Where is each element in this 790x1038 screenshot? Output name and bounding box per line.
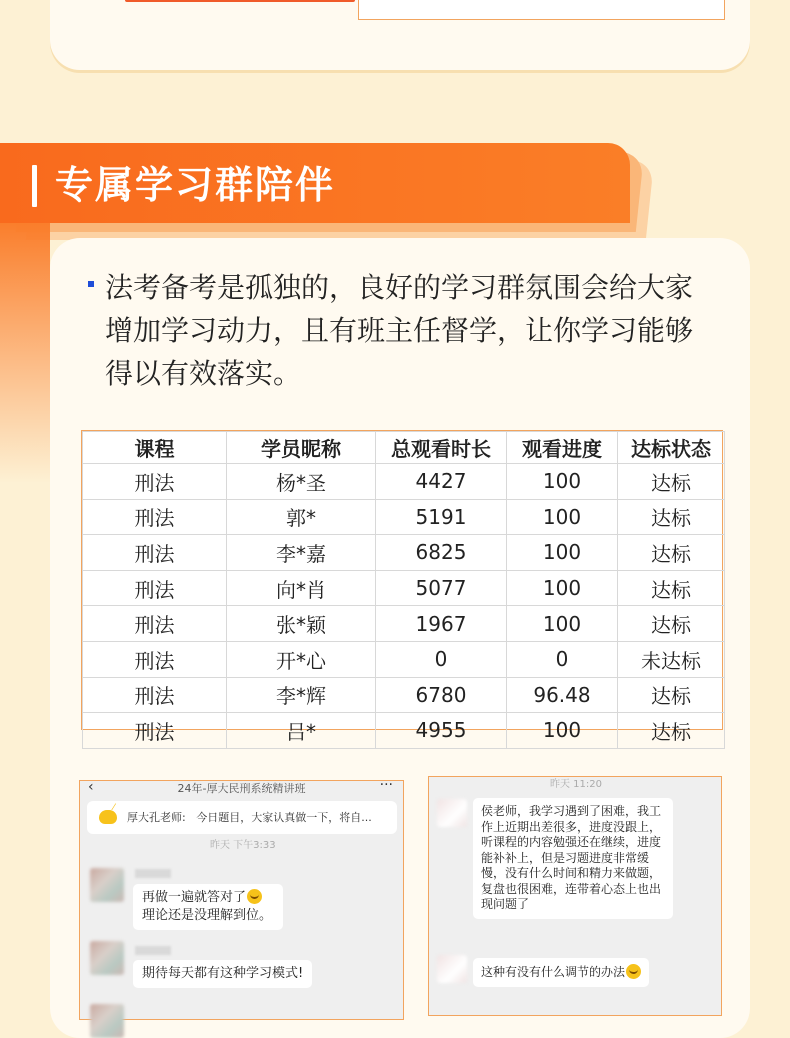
table-cell: 达标: [618, 677, 725, 713]
progress-table: [82, 431, 725, 749]
group-name: 24年-厚大民刑系统精讲班: [177, 782, 306, 795]
table-cell: 刑法: [83, 464, 227, 500]
table-cell: 100: [507, 464, 618, 500]
bullet-icon: [88, 281, 94, 287]
intro-text: 法考备考是孤独的，良好的学习群氛围会给大家增加学习动力，且有班主任督学，让你学习能够得以有效落实。: [105, 271, 694, 390]
grin-sweat-emoji-icon: [626, 964, 641, 979]
chat-header: [80, 777, 403, 799]
table-cell: 5191: [376, 499, 507, 535]
column-header: 课程: [83, 432, 227, 464]
table-cell: 未达标: [618, 641, 725, 677]
table-cell: 6825: [376, 535, 507, 571]
table-cell: 96.48: [507, 677, 618, 713]
table-cell: 100: [507, 606, 618, 642]
table-cell: 李*嘉: [227, 535, 376, 571]
table-cell: 0: [376, 641, 507, 677]
progress-table-image: [81, 430, 723, 744]
avatar: [90, 941, 124, 975]
table-row: [83, 535, 725, 571]
table-cell: 100: [507, 713, 618, 749]
grin-sweat-emoji-icon: [247, 889, 262, 904]
announcement-rays-icon: ⁄: [113, 803, 115, 813]
avatar: [90, 1004, 124, 1038]
private-chat-screenshot: [428, 776, 722, 1016]
message-timestamp: 昨天 11:20: [550, 779, 602, 790]
avatar: [437, 955, 467, 983]
table-row: [83, 464, 725, 500]
chat-bubble: [133, 960, 312, 988]
table-row: [83, 570, 725, 606]
previous-section-image: [358, 0, 725, 20]
table-cell: 5077: [376, 570, 507, 606]
table-cell: 郭*: [227, 499, 376, 535]
table-cell: 吕*: [227, 713, 376, 749]
table-row: [83, 677, 725, 713]
table-cell: 李*辉: [227, 677, 376, 713]
table-cell: 张*颖: [227, 606, 376, 642]
banner-accent-bar: [32, 165, 37, 207]
previous-section-accent-strip: [125, 0, 355, 2]
table-cell: 向*肖: [227, 570, 376, 606]
chat-bubble: [473, 958, 649, 987]
column-header: 学员昵称: [227, 432, 376, 464]
group-chat-screenshot: [79, 777, 404, 1020]
table-cell: 达标: [618, 535, 725, 571]
table-cell: 1967: [376, 606, 507, 642]
table-cell: 4427: [376, 464, 507, 500]
group-notice: [87, 801, 397, 834]
table-cell: 达标: [618, 570, 725, 606]
message-line: 再做一遍就答对了: [142, 890, 247, 905]
table-cell: 刑法: [83, 606, 227, 642]
avatar: [90, 868, 124, 902]
table-cell: 开*心: [227, 641, 376, 677]
message-line: 理论还是没理解到位。: [142, 908, 273, 923]
table-cell: 100: [507, 535, 618, 571]
message-text: 这种有没有什么调节的办法: [481, 965, 626, 979]
column-header: 观看进度: [507, 432, 618, 464]
chevron-left-icon: ‹: [88, 779, 94, 795]
table-cell: 刑法: [83, 677, 227, 713]
chat-bubble: [473, 798, 673, 919]
table-row: [83, 641, 725, 677]
previous-section-card: [50, 0, 750, 70]
sender-nickname-blurred: [135, 946, 171, 955]
table-cell: 达标: [618, 464, 725, 500]
table-cell: 4955: [376, 713, 507, 749]
table-row: [83, 713, 725, 749]
table-cell: 刑法: [83, 713, 227, 749]
table-cell: 刑法: [83, 535, 227, 571]
table-header-row: [83, 432, 725, 464]
column-header: 总观看时长: [376, 432, 507, 464]
section-title: 专属学习群陪伴: [55, 163, 336, 207]
table-cell: 刑法: [83, 499, 227, 535]
table-cell: 6780: [376, 677, 507, 713]
table-cell: 0: [507, 641, 618, 677]
message-timestamp: 昨天 下午3:33: [210, 840, 276, 851]
avatar: [437, 799, 467, 827]
table-cell: 刑法: [83, 570, 227, 606]
table-row: [83, 499, 725, 535]
table-cell: 达标: [618, 499, 725, 535]
table-cell: 100: [507, 499, 618, 535]
table-cell: 100: [507, 570, 618, 606]
column-header: 达标状态: [618, 432, 725, 464]
message-text: 侯老师，我学习遇到了困难，我工作上近期出差很多，进度没跟上，听课程的内容勉强还在继续，进度能补补上，但是习题进度非常缓慢，没有什么时间和精力来做题，复盘也很困难，连带着心态上也出现问题了: [481, 804, 662, 911]
table-cell: 达标: [618, 606, 725, 642]
table-cell: 刑法: [83, 641, 227, 677]
table-row: [83, 606, 725, 642]
table-cell: 达标: [618, 713, 725, 749]
more-dots-icon: ···: [379, 777, 393, 793]
table-cell: 杨*圣: [227, 464, 376, 500]
notice-sender: 厚大孔老师:: [127, 811, 186, 824]
sender-nickname-blurred: [135, 869, 171, 878]
message-line: 期待每天都有这种学习模式!: [142, 966, 304, 981]
notice-text: 今日题目，大家认真做一下，将自...: [196, 811, 372, 824]
chat-bubble: [133, 884, 283, 930]
